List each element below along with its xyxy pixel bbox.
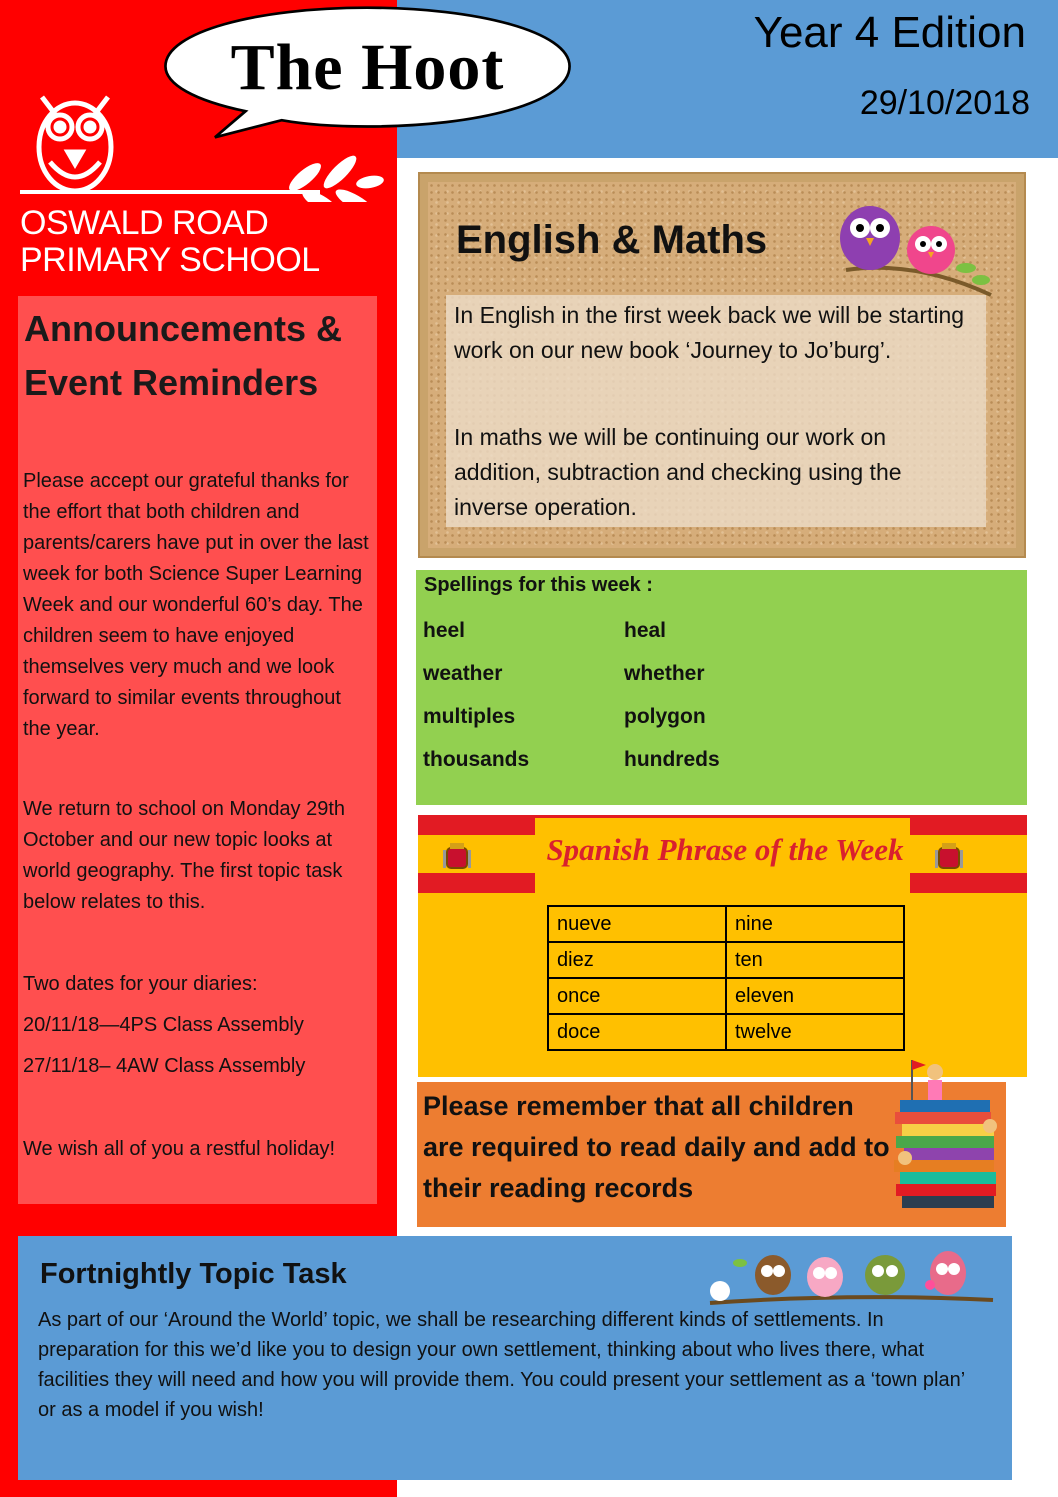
owl-logo-icon bbox=[20, 92, 385, 202]
issue-date: 29/10/2018 bbox=[859, 84, 1030, 122]
announcements-title-line1: Announcements & bbox=[24, 308, 343, 349]
table-row bbox=[548, 1014, 904, 1050]
english-maths-title: English & Maths bbox=[456, 218, 768, 262]
english-paragraph: In English in the first week back we will be starting work on our new book ‘Journey to Jo’burg’. bbox=[454, 302, 965, 363]
spelling-word: polygon bbox=[624, 705, 706, 728]
diary-date-1: 20/11/18—4PS Class Assembly bbox=[23, 1014, 304, 1036]
topic-task-text: As part of our ‘Around the World’ topic, we shall be researching different kinds of settlements. In preparation for this we’d like you to design your own settlement, thinking about who lives there, what facilities they will need and how you will provide them. You could present your settlement as a ‘town plan’ or as a model if you wish! bbox=[38, 1309, 965, 1421]
spelling-word: heel bbox=[423, 619, 466, 642]
spanish-word: doce bbox=[548, 1014, 726, 1050]
spanish-title: Spanish Phrase of the Week bbox=[546, 832, 904, 867]
announcement-return: We return to school on Monday 29th October and our new topic looks at world geography. The first topic task below relates to this. bbox=[23, 798, 346, 913]
flag-stripe bbox=[910, 873, 1027, 893]
spelling-word: hundreds bbox=[624, 748, 720, 771]
reading-reminder-text: Please remember that all children are required to read daily and add to their reading records bbox=[423, 1091, 890, 1203]
spelling-word: multiples bbox=[423, 705, 516, 728]
book-stack-icon bbox=[890, 1050, 1008, 1220]
holiday-wish: We wish all of you a restful holiday! bbox=[23, 1138, 336, 1160]
topic-task-title: Fortnightly Topic Task bbox=[40, 1258, 347, 1290]
english-word: ten bbox=[726, 942, 904, 978]
edition-label: Year 4 Edition bbox=[753, 8, 1026, 57]
school-name-line1: OSWALD ROAD bbox=[20, 204, 269, 242]
spanish-vocab-table bbox=[547, 905, 905, 1051]
maths-paragraph: In maths we will be continuing our work on addition, subtraction and checking using the inverse operation. bbox=[454, 424, 902, 520]
announcement-thanks: Please accept our grateful thanks for the effort that both children and parents/carers have put in over the last week for both Science Super Learning Week and our wonderful 60’s day. The children seem to have enjoyed themselves very much and we look forward to similar events throughout the year. bbox=[23, 470, 369, 740]
spanish-coat-of-arms-icon bbox=[441, 840, 473, 872]
announcements-title bbox=[24, 302, 342, 410]
diaries-label: Two dates for your diaries: bbox=[23, 973, 258, 995]
spellings-heading: Spellings for this week : bbox=[424, 574, 653, 596]
diary-date-2: 27/11/18– 4AW Class Assembly bbox=[23, 1055, 306, 1077]
english-word: twelve bbox=[726, 1014, 904, 1050]
spanish-word: nueve bbox=[548, 906, 726, 942]
table-row bbox=[548, 942, 904, 978]
spelling-word: weather bbox=[423, 662, 503, 685]
english-word: nine bbox=[726, 906, 904, 942]
english-word: eleven bbox=[726, 978, 904, 1014]
school-name bbox=[20, 205, 320, 279]
spanish-word: diez bbox=[548, 942, 726, 978]
spelling-word: heal bbox=[624, 619, 667, 642]
school-name-line2: PRIMARY SCHOOL bbox=[20, 241, 320, 279]
flag-stripe bbox=[535, 815, 910, 818]
owls-row-icon bbox=[705, 1245, 995, 1310]
spanish-word: once bbox=[548, 978, 726, 1014]
spelling-word: thousands bbox=[423, 748, 530, 771]
table-row bbox=[548, 906, 904, 942]
flag-stripe bbox=[418, 873, 535, 893]
announcements-title-line2: Event Reminders bbox=[24, 362, 319, 403]
spelling-word: whether bbox=[624, 662, 705, 685]
newsletter-title: The Hoot bbox=[230, 31, 505, 104]
table-row bbox=[548, 978, 904, 1014]
owls-on-branch-icon bbox=[836, 200, 996, 300]
